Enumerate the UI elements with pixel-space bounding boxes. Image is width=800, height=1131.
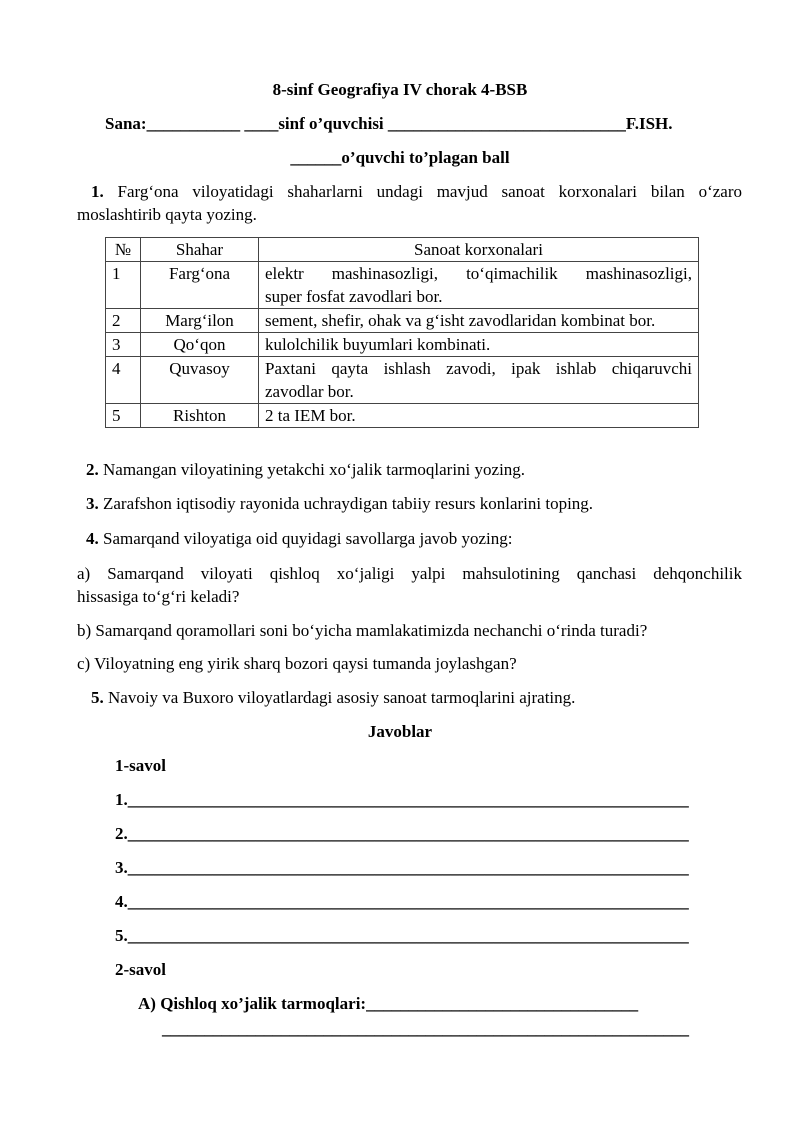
row-city: Qo‘qon — [141, 333, 259, 357]
table-row — [106, 357, 699, 404]
q4a-line1: a) Samarqand viloyati qishloq xo‘jaligi yalpi mahsulotining qanchasi dehqonchilik — [77, 564, 742, 583]
question-3 — [86, 492, 593, 516]
q4-text: Samarqand viloyatiga oid quyidagi savollarga javob yozing: — [103, 529, 513, 548]
q5-number: 5. — [91, 688, 104, 707]
table-row — [106, 309, 699, 333]
row-industry: Paxtani qayta ishlash zavodi, ipak ishlab chiqaruvchi zavodlar bor. — [259, 357, 699, 404]
q3-text: Zarafshon iqtisodiy rayonida uchraydigan tabiiy resurs konlarini toping. — [103, 494, 594, 513]
answer-section-2-label: 2-savol — [115, 960, 166, 979]
row-number: 3 — [106, 333, 141, 357]
row-city: Quvasoy — [141, 357, 259, 404]
q1-text-line2: moslashtirib qayta yozing. — [77, 205, 257, 224]
q5-text: Navoiy va Buxoro viloyatlardagi asosiy sanoat tarmoqlarini ajrating. — [108, 688, 576, 707]
q4c: c) Viloyatning eng yirik sharq bozori qaysi tumanda joylashgan? — [77, 654, 517, 673]
answers-title: Javoblar — [367, 722, 433, 741]
score-line: ______o’quvchi to’plagan ball — [290, 148, 510, 167]
row-city: Farg‘ona — [141, 262, 259, 309]
q3-number: 3. — [86, 494, 99, 513]
answer-line[interactable]: 2.__________________________________________________________________ — [115, 824, 689, 843]
table-row — [106, 262, 699, 309]
answer-section-1-label: 1-savol — [115, 756, 166, 775]
answer-line[interactable]: 3.__________________________________________________________________ — [115, 858, 689, 877]
row-number: 1 — [106, 262, 141, 309]
table-row — [106, 333, 699, 357]
answer-line[interactable]: 1.__________________________________________________________________ — [115, 790, 689, 809]
factories-table — [105, 237, 699, 428]
page-title: 8-sinf Geografiya IV chorak 4-BSB — [272, 80, 528, 99]
q4a-line2: hissasiga to‘g‘ri keladi? — [77, 587, 240, 606]
answer-line[interactable]: 5.__________________________________________________________________ — [115, 926, 689, 945]
header-city: Shahar — [141, 238, 259, 262]
question-4 — [86, 527, 513, 551]
answer-2a-continuation[interactable]: ______________________________________________________________ — [162, 1019, 689, 1038]
table-row — [106, 404, 699, 428]
row-number: 5 — [106, 404, 141, 428]
table-header-row — [106, 238, 699, 262]
answer-2a-line[interactable]: A) Qishloq xo’jalik tarmoqlari:________________________________ — [138, 994, 639, 1013]
row-industry: elektr mashinasozligi, to‘qimachilik mashinasozligi, super fosfat zavodlari bor. — [259, 262, 699, 309]
q4-number: 4. — [86, 529, 99, 548]
q1-text-line1: Farg‘ona viloyatidagi shaharlarni undagi mavjud sanoat korxonalari bilan o‘zaro — [117, 182, 742, 201]
q2-number: 2. — [86, 460, 99, 479]
student-info-line: Sana:___________ ____sinf o’quvchisi ____________________________F.ISH. — [105, 114, 673, 133]
header-industry: Sanoat korxonalari — [259, 238, 699, 262]
row-number: 4 — [106, 357, 141, 404]
row-number: 2 — [106, 309, 141, 333]
row-industry: kulolchilik buyumlari kombinati. — [259, 333, 699, 357]
q4b: b) Samarqand qoramollari soni bo‘yicha mamlakatimizda nechanchi o‘rinda turadi? — [77, 621, 648, 640]
row-city: Rishton — [141, 404, 259, 428]
header-number: № — [106, 238, 141, 262]
question-2 — [86, 458, 525, 482]
row-city: Marg‘ilon — [141, 309, 259, 333]
answer-line[interactable]: 4.__________________________________________________________________ — [115, 892, 689, 911]
question-5 — [91, 686, 575, 710]
q2-text: Namangan viloyatining yetakchi xo‘jalik tarmoqlarini yozing. — [103, 460, 526, 479]
q1-number: 1. — [91, 182, 104, 201]
row-industry: sement, shefir, ohak va g‘isht zavodlaridan kombinat bor. — [259, 309, 699, 333]
row-industry: 2 ta IEM bor. — [259, 404, 699, 428]
